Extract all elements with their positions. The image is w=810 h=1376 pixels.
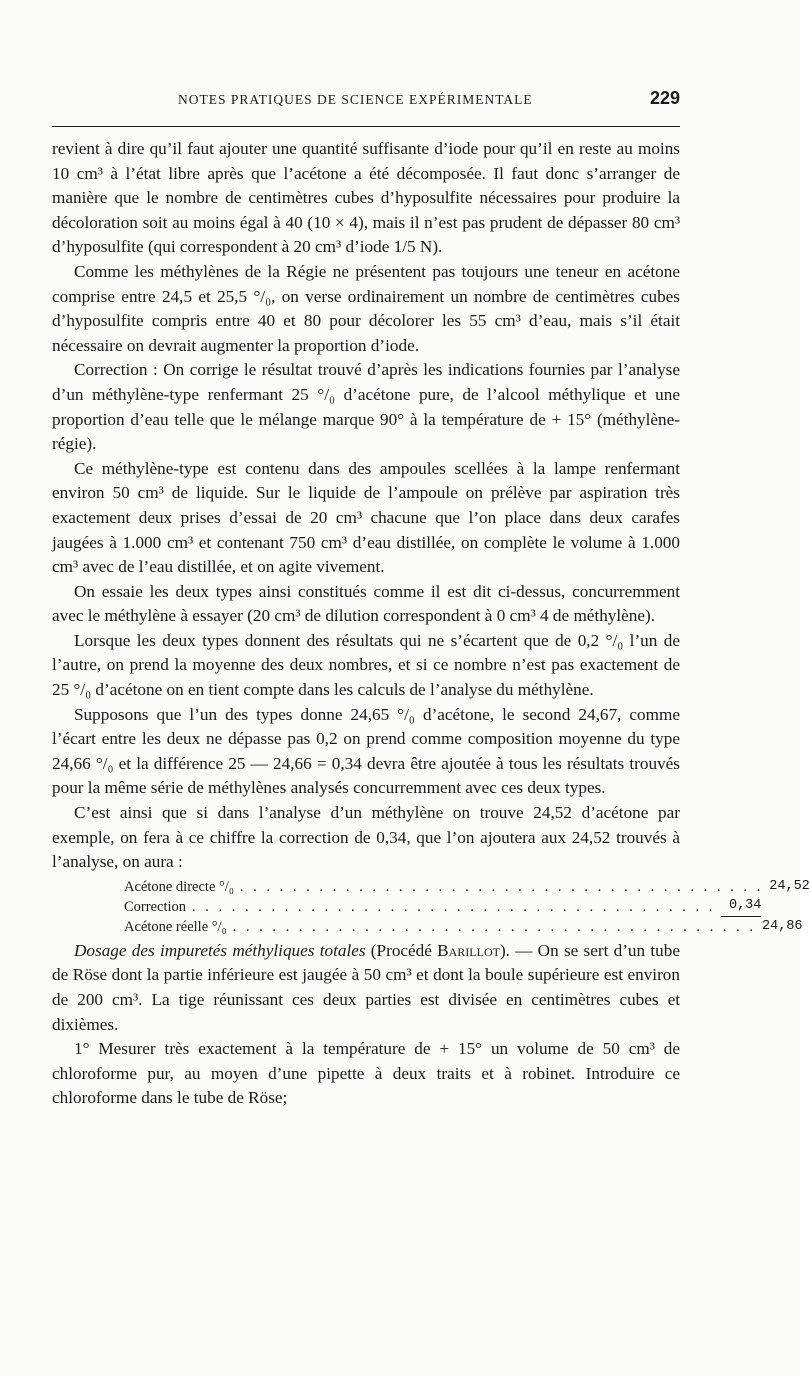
paragraph-8: C’est ainsi que si dans l’analyse d’un méthylène on trouve 24,52 d’acétone par exemple, on fera à ce chiffre la correction de 0,34, que l’on ajoutera aux 24,52 trouvés à l’analyse, on aura : xyxy=(52,803,680,872)
section-title: Dosage des impuretés méthyliques totales xyxy=(74,940,366,960)
dot-leader: . . . . . . . . . . . . . . . . . . . . . . . . . . . . . . . . . . . . . . . . xyxy=(239,878,764,895)
paragraph-2: Comme les méthylènes de la Régie ne présentent pas toujours une teneur en acétone comprise entre 24,5 et 25,5 °/₀, on verse ordinairement un nombre de centimètres cubes d’hyposulfite compris entre 40 et 80 pour décolorer les 55 cm³ d’eau, mais s’il était nécessaire on devrait augmenter la proportion d’iode. xyxy=(52,261,680,355)
dot-leader: . . . . . . . . . . . . . . . . . . . . . . . . . . . . . . . . . . . . . . . . xyxy=(232,918,757,935)
header-rule xyxy=(52,126,680,127)
running-head: NOTES PRATIQUES DE SCIENCE EXPÉRIMENTALE xyxy=(178,92,533,107)
paragraph-4: Ce méthylène-type est contenu dans des ampoules scellées à la lampe renfermant environ 50 cm³ de liquide. Sur le liquide de l’ampoule on prélève par aspiration très exactement deux prises d’essai de 20 cm³ chacune que l’on place dans deux carafes jaugées à 1.000 cm³ et contenant 750 cm³ d’eau distillée, on complète le volume à 1.000 cm³ avec de l’eau distillée, et on agite vivement. xyxy=(52,458,680,577)
paragraph-6: Lorsque les deux types donnent des résultats qui ne s’écartent que de 0,2 °/₀ l’un de l’autre, on prend la moyenne des deux nombres, et si ce nombre n’est pas exactement de 25 °/₀ d’acétone on en tient compte dans les calculs de l’analyse du méthylène. xyxy=(52,630,680,700)
paragraph-1: revient à dire qu’il faut ajouter une quantité suffisante d’iode pour qu’il en reste au moins 10 cm³ à l’état libre après que l’acétone a été décomposée. Il faut donc s’arranger de manière que le nombre de centimètres cubes d’hyposulfite nécessaires pour produire la décoloration soit au moins égal à 40 (10 × 4), mais il n’est pas prudent de dépasser 80 cm³ d’hyposulfite (qui correspondent à 20 cm³ d’iode 1/5 N). xyxy=(52,139,680,257)
calc-value: 0,34 xyxy=(721,896,761,917)
author-name: Barillot xyxy=(437,940,500,960)
paragraph-10: 1° Mesurer très exactement à la température de + 15° un volume de 50 cm³ de chloroforme pur, au moyen d’une pipette à deux traits et à robinet. Introduire ce chloroforme dans le tube de Röse; xyxy=(52,1039,680,1108)
dot-leader: . . . . . . . . . . . . . . . . . . . . . . . . . . . . . . . . . . . . . . . . xyxy=(192,898,716,915)
calc-row-correction xyxy=(124,897,762,917)
page-number: 229 xyxy=(649,88,680,108)
calc-label: Acétone directe °/₀ xyxy=(124,878,234,895)
paragraph-9-open: (Procédé xyxy=(365,940,438,960)
paragraph-9-text: ). — On se sert d’un tube de Röse dont la partie inférieure est jaugée à 50 cm³ et dont la boule supérieure est environ de 200 cm³. La tige réunissant ces deux parties est divisée en centimètres cubes et dixièmes. xyxy=(52,940,680,1034)
paragraph-3: Correction : On corrige le résultat trouvé d’après les indications fournies par l’analyse d’un méthylène-type renfermant 25 °/₀ d’acétone pure, de l’alcool méthylique et une proportion d’eau telle que le mélange marque 90° à la température de + 15° (méthylène-régie). xyxy=(52,360,680,454)
calc-label: Acétone réelle °/₀ xyxy=(124,918,227,935)
calc-label: Correction xyxy=(124,898,187,915)
paragraph-5: On essaie les deux types ainsi constitués comme il est dit ci-dessus, concurremment avec le méthylène à essayer (20 cm³ de dilution correspondent à 0 cm³ 4 de méthylène). xyxy=(52,581,680,626)
calc-row-real xyxy=(124,917,803,937)
page-body xyxy=(52,137,810,1111)
paragraph-7: Supposons que l’un des types donne 24,65 °/₀ d’acétone, le second 24,67, comme l’écart entre les deux ne dépasse pas 0,2 on prend comme composition moyenne du type 24,66 °/₀ et la différence 25 — 24,66 = 0,34 devra être ajoutée à tous les résultats trouvés pour la même série de méthylènes analysés concurremment avec ces deux types. xyxy=(52,704,680,798)
calculation-table xyxy=(124,877,810,937)
page-header xyxy=(52,88,680,114)
calc-value: 24,86 xyxy=(762,918,803,934)
paragraph-9 xyxy=(52,939,680,1037)
calc-row-direct xyxy=(124,877,810,897)
calc-value: 24,52 xyxy=(769,878,810,894)
